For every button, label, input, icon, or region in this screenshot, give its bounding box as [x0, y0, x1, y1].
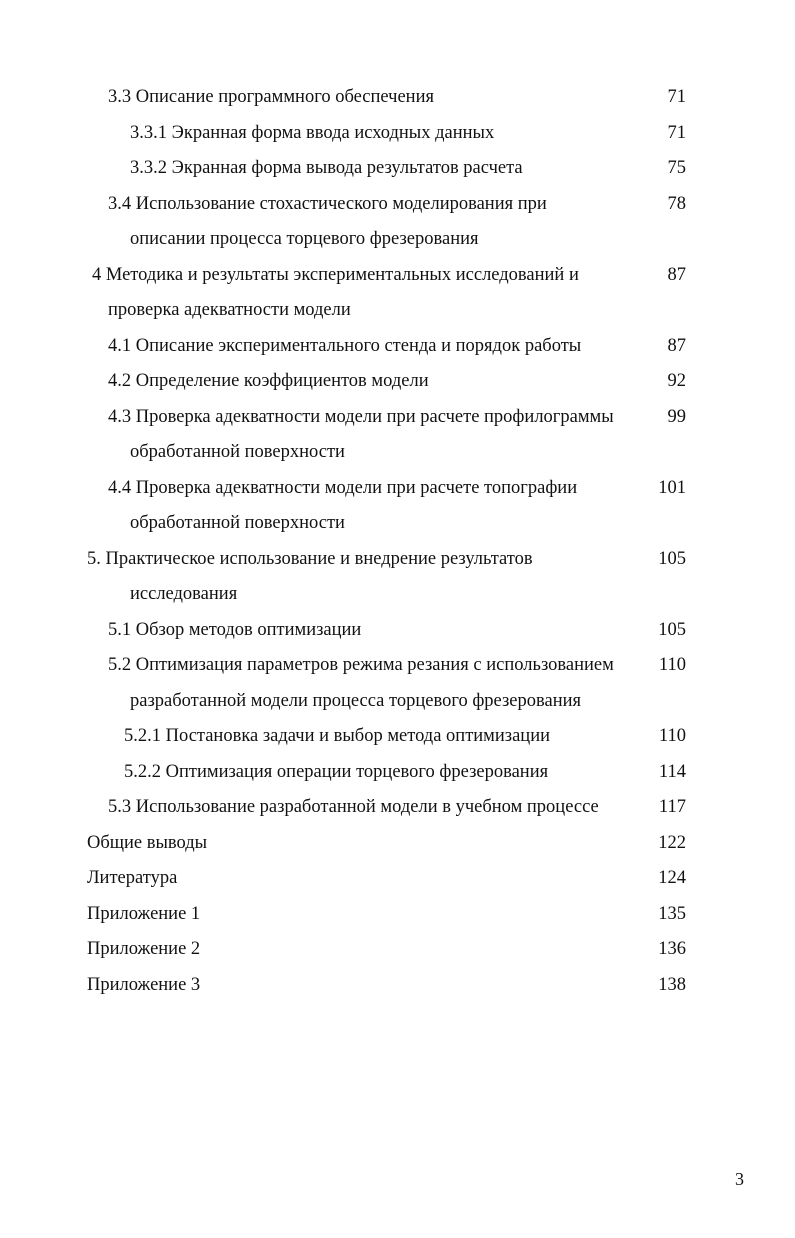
toc-entry-title: исследования	[130, 584, 238, 604]
toc-entry-continuation	[0, 506, 795, 542]
toc-entry-title: 5.2.2 Оптимизация операции торцевого фрезерования	[124, 761, 549, 782]
toc-entry-title: 5.1 Обзор методов оптимизации	[108, 619, 362, 640]
toc-entry-title: Общие выводы	[87, 832, 208, 853]
toc-entry-title: разработанной модели процесса торцевого фрезерования	[130, 690, 582, 711]
toc-entry	[0, 861, 795, 897]
toc-entry-page: 122	[658, 832, 686, 853]
toc-entry	[0, 897, 795, 933]
toc-entry-page: 71	[667, 122, 686, 143]
toc-entry-title: 5.2 Оптимизация параметров режима резания с использованием	[108, 655, 614, 675]
toc-entry-title: 3.3.1 Экранная форма ввода исходных данных	[130, 122, 495, 143]
toc-entry-continuation	[0, 435, 795, 471]
table-of-contents	[0, 80, 795, 1003]
toc-entry-page: 71	[667, 87, 686, 107]
toc-entry-page: 78	[667, 193, 686, 214]
toc-entry-page: 105	[658, 548, 686, 569]
toc-entry	[0, 932, 795, 968]
toc-entry-title: описании процесса торцевого фрезерования	[130, 229, 479, 249]
toc-entry-page: 135	[658, 903, 686, 924]
toc-entry	[0, 755, 795, 791]
toc-entry-page: 110	[658, 726, 686, 746]
toc-entry	[0, 258, 795, 294]
toc-entry	[0, 719, 795, 755]
toc-entry-title: 5.3 Использование разработанной модели в учебном процессе	[108, 797, 599, 817]
toc-entry-title: 4.2 Определение коэффициентов модели	[108, 371, 429, 391]
toc-entry-page: 87	[667, 264, 686, 285]
toc-entry	[0, 329, 795, 365]
toc-entry	[0, 790, 795, 826]
toc-entry-continuation	[0, 293, 795, 329]
toc-entry	[0, 613, 795, 649]
toc-entry	[0, 187, 795, 223]
toc-entry-page: 101	[658, 477, 686, 498]
toc-entry	[0, 648, 795, 684]
toc-entry-page: 136	[658, 939, 686, 959]
toc-entry-title: обработанной поверхности	[130, 442, 345, 462]
toc-entry-page: 92	[667, 371, 686, 391]
toc-entry-title: Литература	[87, 868, 178, 888]
toc-entry-continuation	[0, 222, 795, 258]
toc-entry-title: 4.1 Описание экспериментального стенда и порядок работы	[108, 335, 582, 356]
toc-entry-title: Приложение 1	[87, 903, 201, 924]
toc-entry-page: 124	[658, 868, 686, 888]
toc-entry-page: 75	[667, 158, 686, 178]
page-number: 3	[735, 1169, 744, 1189]
toc-entry-page: 138	[658, 974, 686, 995]
toc-entry-page: 114	[658, 761, 686, 782]
toc-entry-title: 3.3.2 Экранная форма вывода результатов расчета	[130, 158, 523, 178]
toc-entry-title: проверка адекватности модели	[108, 300, 351, 320]
toc-entry-page: 87	[667, 335, 686, 356]
toc-entry-title: Приложение 2	[87, 939, 201, 959]
toc-entry-title: 4 Методика и результаты экспериментальных исследований и	[92, 264, 579, 285]
toc-entry	[0, 400, 795, 436]
toc-entry-page: 117	[658, 797, 686, 817]
toc-entry-page: 105	[658, 619, 686, 640]
toc-entry-title: Приложение 3	[87, 974, 201, 995]
toc-entry	[0, 116, 795, 152]
toc-entry-title: 5.2.1 Постановка задачи и выбор метода оптимизации	[124, 726, 551, 746]
toc-entry-page: 110	[658, 655, 686, 675]
toc-entry-title: 4.3 Проверка адекватности модели при расчете профилограммы	[108, 406, 614, 427]
toc-entry	[0, 471, 795, 507]
toc-entry-title: 3.3 Описание программного обеспечения	[108, 87, 434, 107]
toc-entry	[0, 826, 795, 862]
toc-entry	[0, 542, 795, 578]
toc-entry	[0, 968, 795, 1004]
toc-entry	[0, 364, 795, 400]
toc-entry-title: обработанной поверхности	[130, 513, 345, 533]
toc-entry-continuation	[0, 684, 795, 720]
toc-entry	[0, 151, 795, 187]
toc-entry-continuation	[0, 577, 795, 613]
toc-entry	[0, 80, 795, 116]
toc-entry-title: 5. Практическое использование и внедрение результатов	[87, 548, 533, 569]
toc-entry-page: 99	[667, 406, 686, 427]
toc-entry-title: 4.4 Проверка адекватности модели при расчете топографии	[108, 477, 578, 498]
toc-entry-title: 3.4 Использование стохастического моделирования при	[108, 193, 547, 214]
